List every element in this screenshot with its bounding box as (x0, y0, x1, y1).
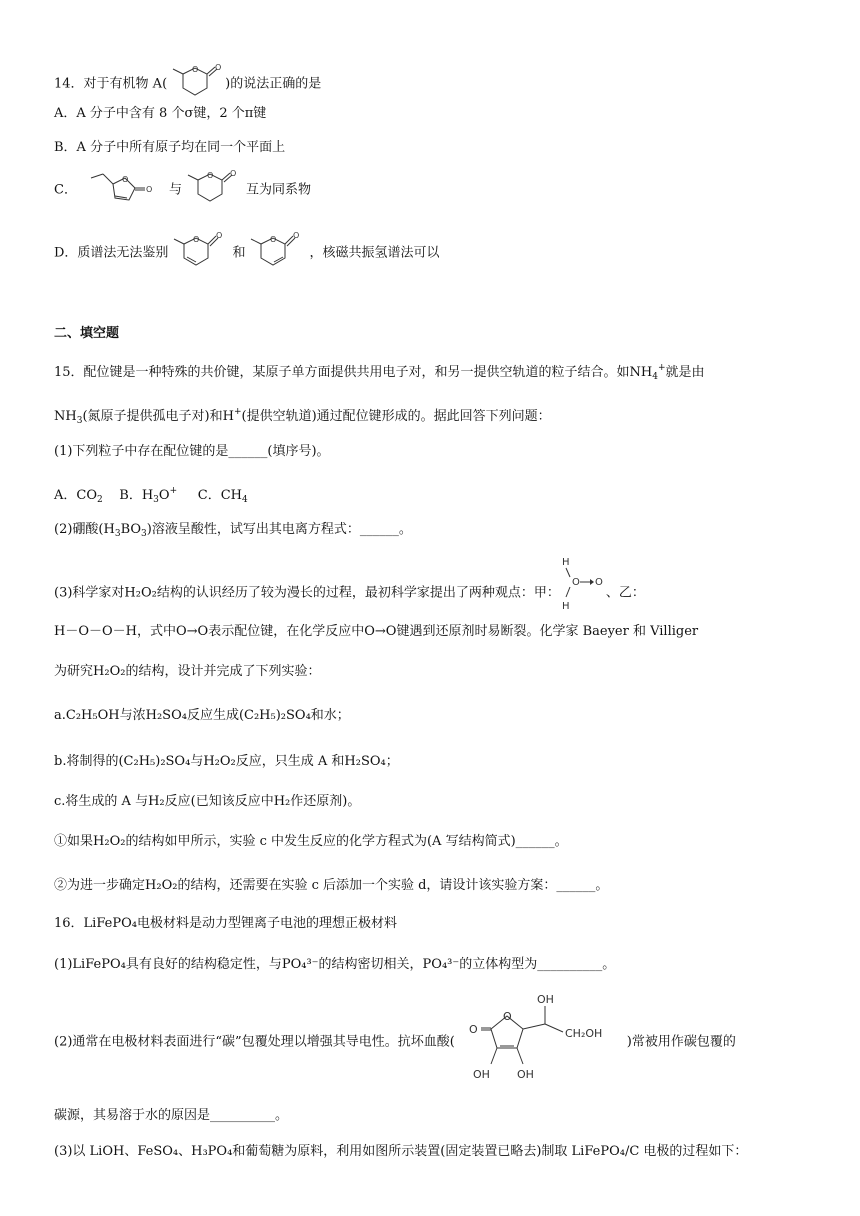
q16-stem: 16．LiFePO₄电极材料是动力型锂离子电池的理想正极材料 (54, 916, 397, 931)
q15-line1 (54, 358, 705, 387)
sulfuric-acid-formula-2: H₂SO₄ (344, 754, 386, 769)
q14-option-a: A．A 分子中含有 8 个σ键，2 个π键 (54, 106, 267, 121)
ascorbic-oh-top: OH (536, 993, 554, 1006)
hydrogen-formula-2: H₂ (273, 794, 291, 809)
furanone-molecule (77, 170, 169, 210)
sulfuric-acid-formula: H₂SO₄ (145, 708, 187, 723)
h2o2-formula-3: H₂O₂ (203, 754, 236, 769)
ring-oxygen-label: O (192, 65, 199, 74)
lactone-a-ring-oxygen: O (193, 235, 200, 244)
q15-part3-line2 (54, 622, 698, 642)
coordinate-bond-arrow-1: O→O (176, 624, 209, 639)
furanone-carbonyl-oxygen: O (145, 185, 153, 194)
q15-subq1: ①如果H₂O₂的结构如甲所示，实验 c 中发生反应的化学方程式为(A 写结构简式)______。 (54, 834, 568, 849)
q15-part1: (1)下列粒子中存在配位键的是______(填序号)。 (54, 444, 330, 459)
lactone-molecule-2 (182, 170, 246, 210)
q15-step-b: b.将制得的(C₂H₅)₂SO₄与H₂O₂反应，只生成 A 和H₂SO₄； (54, 754, 399, 769)
phosphate-formula-2: PO₄³⁻ (422, 957, 460, 972)
h-plus-formula: H+ (222, 407, 242, 424)
ascorbic-oh-left: OH (472, 1068, 490, 1081)
unsaturated-lactone-a (168, 228, 232, 278)
q15-line1-text: 15．配位键是一种特殊的共价键，某原子单方面提供共用电子对，和另一提供空轨道的粒子结合。如 (54, 365, 630, 380)
diethyl-sulfate-formula: (C₂H₅)₂SO₄ (238, 708, 311, 723)
q14-option-c-mid: 与 (168, 182, 182, 198)
diethyl-sulfate-formula-2: (C₂H₅)₂SO₄ (118, 754, 191, 769)
ethanol-formula: C₂H₅OH (65, 708, 120, 723)
structure-o-right: O (594, 577, 603, 588)
lactone-b-ring-oxygen: O (270, 235, 277, 244)
phosphate-formula: PO₄³⁻ (281, 957, 319, 972)
lactone-a-carbonyl-oxygen: O (216, 231, 223, 240)
nh3-formula: $NH_3$ (54, 409, 83, 426)
hydrogen-formula: H₂ (148, 794, 165, 809)
q16-part1: (1)LiFePO₄具有良好的结构稳定性，与PO₄³⁻的结构密切相关，PO₄³⁻的立体构型为__________。 (54, 957, 616, 972)
q14-option-d (54, 228, 439, 278)
coordinate-bond-arrow-2: O→O (364, 624, 397, 639)
q15-part3-line1 (54, 557, 645, 613)
lactone-molecule (167, 64, 225, 104)
q15-part3-line3-a: 为研究 (54, 664, 94, 679)
q14-stem-pre: 14．对于有机物 A( (54, 76, 168, 92)
q14-option-d-mid: 和 (232, 245, 246, 261)
q15-part3-mid: 结构的认识经历了较为漫长的过程，最初科学家提出了两种观点：甲： (156, 585, 560, 601)
q15-part2-post: )溶液呈酸性，试写出其电离方程式：______。 (146, 522, 412, 537)
q15-part2 (54, 520, 412, 544)
structure-h-bottom: H (561, 601, 570, 612)
q14-stem-post: )的说法正确的是 (225, 76, 322, 92)
q15-part3-pre: (3)科学家对 (54, 585, 125, 601)
q15-line1-end: 就是由 (665, 365, 705, 380)
unsaturated-lactone-b (245, 228, 309, 278)
structure-h-top: H (561, 557, 570, 568)
carbonyl-oxygen-label-2: O (229, 170, 237, 178)
q14-option-d-pre: D．质谱法无法鉴别 (54, 245, 169, 261)
ring-oxygen-label-2: O (206, 171, 214, 180)
q15-part3-line3 (54, 662, 320, 682)
q15-step-c: c.将生成的 A 与H₂反应(已知该反应中H₂作还原剂)。 (54, 794, 361, 809)
q15-part3-line3-b: 的结构，设计并完成了下列实验： (125, 664, 321, 679)
option-a-co2: A．$CO_2$ (54, 488, 103, 505)
q15-part2-pre: (2)硼酸( (54, 522, 104, 537)
h2o2-formula-4: H₂O₂ (93, 834, 126, 849)
q14-stem (54, 64, 321, 104)
ascorbic-carbonyl-o: O (468, 1023, 478, 1036)
q15-part3-line2-b: 表示配位键，在化学反应中 (208, 624, 365, 639)
section-fill-blank-heading: 二、填空题 (54, 326, 120, 341)
option-c-ch4: C．$CH_4$ (197, 488, 248, 505)
q14-option-c (54, 170, 311, 210)
ascorbic-oh-right: OH (516, 1068, 534, 1081)
ascorbic-acid-structure (455, 992, 627, 1092)
lactone-b-carbonyl-oxygen: O (293, 231, 300, 240)
q15-line2-b: (提供空轨道)通过配位键形成的。据此回答下列问题： (241, 409, 551, 424)
q15-subq2: ②为进一步确定H₂O₂的结构，还需要在实验 c 后添加一个实验 d，请设计该实验方案：______。 (54, 878, 609, 893)
q14-option-b: B．A 分子中所有原子均在同一个平面上 (54, 140, 286, 155)
q14-option-d-post: ，核磁共振氢谱法可以 (309, 245, 440, 261)
q15-line2 (54, 402, 551, 431)
h2o2-formula-2: H₂O₂ (93, 664, 126, 679)
q15-part3-post: 、乙： (605, 585, 645, 601)
h2o2-structure-jia (560, 553, 606, 613)
structure-o-left: O (571, 577, 580, 588)
q15-part3-line2-a: H－O－O－H，式中 (54, 624, 176, 639)
q14-option-c-post: 互为同系物 (245, 182, 311, 198)
h3bo3-formula: $H_3BO_3$ (103, 522, 147, 539)
option-b-h3o: B．$H_3O^+$ (119, 486, 178, 505)
h2o2-formula: H₂O₂ (124, 585, 157, 601)
q16-part2: (2)通常在电极材料表面进行“碳”包覆处理以增强其导电性。抗坏血酸( O O OH OH OH CH₂OH )常被用作碳包覆的 (54, 1032, 736, 1053)
q15-part3-line2-c: 键遇到还原剂时易断裂。化学家 Baeyer 和 Villiger (396, 624, 699, 639)
q15-line2-a: (氮原子提供孤电子对)和 (82, 409, 223, 424)
furanone-ring-oxygen: O (121, 175, 129, 184)
q14-option-c-pre: C． (54, 182, 77, 198)
carbonyl-oxygen-label: O (215, 64, 222, 72)
q15-step-a: a.C₂H₅OH与浓H₂SO₄反应生成(C₂H₅)₂SO₄和水； (54, 708, 350, 723)
q15-part1-options (54, 481, 248, 510)
nh4-formula: $NH_4^+$ (629, 363, 666, 382)
ascorbic-ch2oh: CH₂OH (564, 1027, 603, 1040)
q16-part2-cont: 碳源，其易溶于水的原因是__________。 (54, 1108, 289, 1123)
q16-part3: (3)以 LiOH、FeSO₄、H₃PO₄和葡萄糖为原料，利用如图所示装置(固定装置已略去)制取 LiFePO₄/C 电极的过程如下： (54, 1144, 748, 1159)
h2o2-formula-5: H₂O₂ (145, 878, 178, 893)
ascorbic-ring-o: O (502, 1010, 512, 1023)
